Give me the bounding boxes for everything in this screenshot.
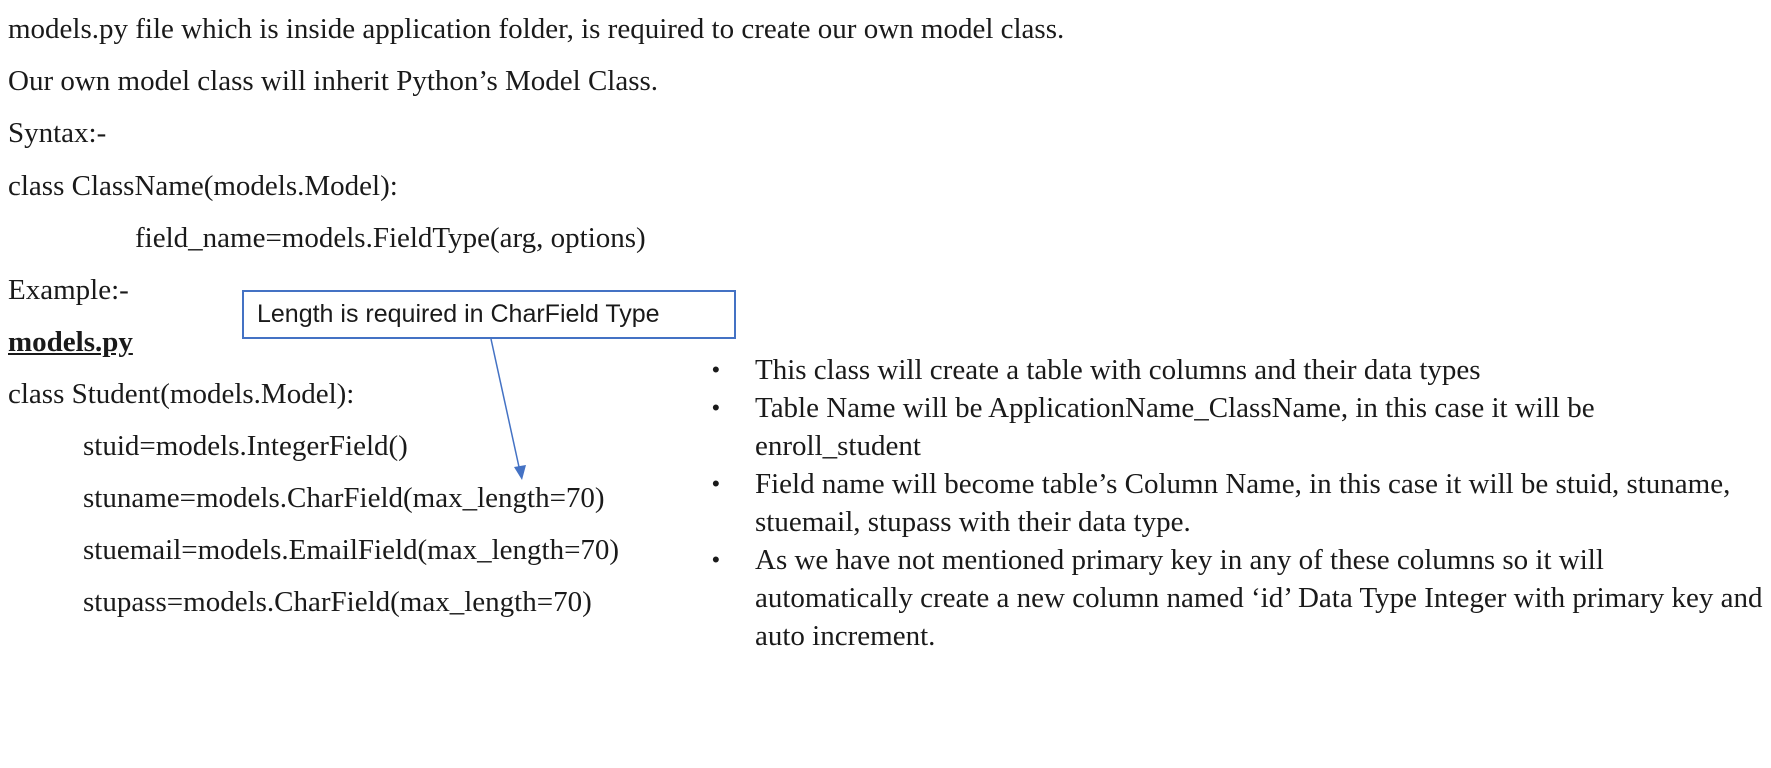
code-class-line: class Student(models.Model): <box>8 378 355 410</box>
syntax-class-line: class ClassName(models.Model): <box>8 170 398 202</box>
callout-arrow-head <box>514 465 526 480</box>
list-item-text: As we have not mentioned primary key in any of these columns so it will automatically create a new column named ‘id’ Data Type Integer with primary key and auto increment. <box>755 544 1763 652</box>
callout-box: Length is required in CharField Type <box>242 290 736 339</box>
filename-heading: models.py <box>8 326 133 358</box>
example-heading: Example:- <box>8 274 129 306</box>
code-field-stuname: stuname=models.CharField(max_length=70) <box>83 482 605 514</box>
list-item <box>712 465 1767 541</box>
code-field-stuid: stuid=models.IntegerField() <box>83 430 408 462</box>
bullet-dot-icon: • <box>712 357 720 382</box>
list-item-text: Table Name will be ApplicationName_ClassName, in this case it will be enroll_student <box>755 392 1595 462</box>
list-item <box>712 541 1767 655</box>
list-item <box>712 351 1767 389</box>
intro-line: models.py file which is inside application folder, is required to create our own model class. <box>8 13 1065 45</box>
bullet-dot-icon: • <box>712 471 720 496</box>
explanation-list <box>712 351 1767 655</box>
code-field-stuemail: stuemail=models.EmailField(max_length=70) <box>83 534 620 566</box>
list-item-text: Field name will become table’s Column Name, in this case it will be stuid, stuname, stuemail, stupass with their data type. <box>755 468 1731 538</box>
code-field-stupass: stupass=models.CharField(max_length=70) <box>83 586 592 618</box>
bullet-dot-icon: • <box>712 547 720 572</box>
syntax-heading: Syntax:- <box>8 117 107 149</box>
list-item <box>712 389 1767 465</box>
bullet-dot-icon: • <box>712 395 720 420</box>
list-item-text: This class will create a table with columns and their data types <box>755 354 1481 386</box>
syntax-field-line: field_name=models.FieldType(arg, options) <box>135 222 646 254</box>
callout-arrow-line <box>491 339 519 467</box>
inherit-line: Our own model class will inherit Python’s Model Class. <box>8 65 659 97</box>
